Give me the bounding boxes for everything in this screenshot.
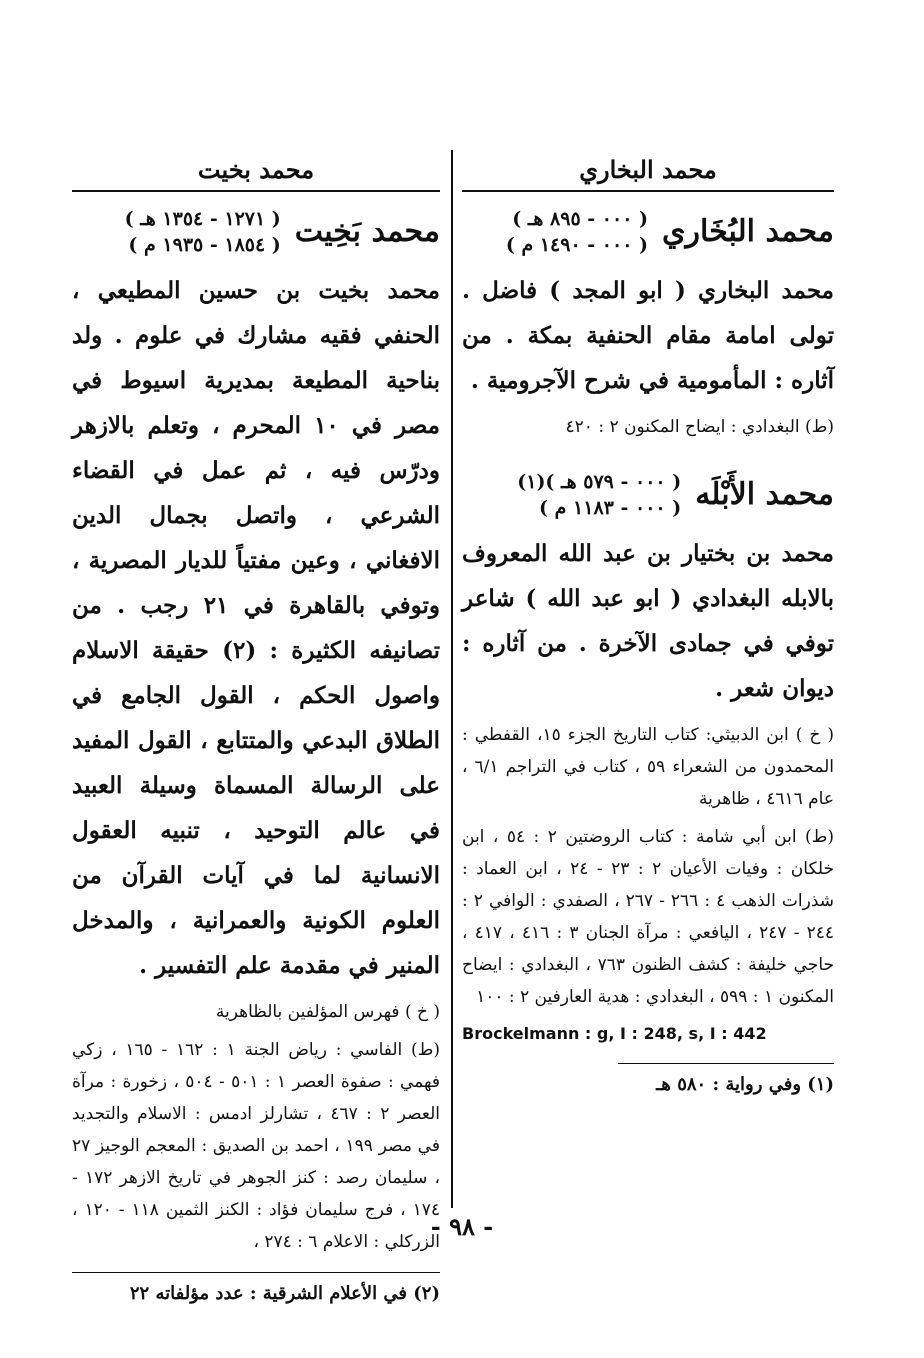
entry-name: محمد البُخَاري xyxy=(662,214,834,249)
footnote-rule xyxy=(72,1272,440,1273)
dates-hijri: ( ١٢٧١ - ١٣٥٤ هـ ) xyxy=(124,208,281,230)
footnote-rule xyxy=(618,1063,834,1064)
dates-gregorian: ( ١٨٥٤ - ١٩٣٥ م ) xyxy=(128,234,281,256)
entry-biography: محمد بن بختيار بن عبد الله المعروف بالابله البغدادي ( ابو عبد الله ) شاعر توفي في جمادى الآخرة . من آثاره : ديوان شعر . xyxy=(462,540,834,702)
entry-printed-sources: (ط) الفاسي : رياض الجنة ١ : ١٦٢ - ١٦٥ ، زكي فهمي : صفوة العصر ١ : ٥٠١ - ٥٠٤ ، زخورة : مرآة العصر ٢ : ٤٦٧ ، تشارلز ادمس : الاسلام والتجديد في مصر ١٩٩ ، احمد بن الصديق : المعجم الوجيز ٢٧ ، سليمان رصد : كنز الجوهر في تاريخ الازهر ١٧٢ - ١٧٤ ، فرج سليمان فؤاد : الكنز الثمين ١١٨ - ١٢٠ ، الزركلي : الاعلام ٦ : ٢٧٤ ، xyxy=(72,1040,440,1252)
right-column xyxy=(462,150,834,1100)
footnote: (١) وفي رواية : ٥٨٠ هـ xyxy=(656,1074,834,1095)
entry-biography: محمد بخيت بن حسين المطيعي ، الحنفي فقيه مشارك في علوم . ولد بناحية المطيعة بمديرية اسيوط في مصر في ١٠ المحرم ، وتعلم بالازهر ودرّس فيه ، ثم عمل في القضاء الشرعي ، واتصل بجمال الدين الافغاني ، وعين مفتياً للديار المصرية ، وتوفي بالقاهرة في ٢١ رجب . من تصانيفه الكثيرة : (٢) حقيقة الاسلام واصول الحكم ، القول الجامع في الطلاق البدعي والمتتابع ، القول المفيد على الرسالة المسماة وسيلة العبيد في عالم التوحيد ، تنبيه العقول الانسانية لما في آيات القرآن من العلوم الكونية والعمرانية ، والمدخل المنير في مقدمة علم التفسير . xyxy=(72,277,440,979)
entry-name: محمد بَخِيت xyxy=(294,214,440,249)
entry-heading xyxy=(72,206,440,258)
entry-heading xyxy=(462,469,834,521)
dates-gregorian: ( ٠٠٠ - ١٤٩٠ م ) xyxy=(505,234,649,256)
entry-manuscript-sources: ( خ ) ابن الدبيثي: كتاب التاريخ الجزء ١٥، القفطي : المحمدون من الشعراء ٥٩ ، كتاب في التراجم ٦/١ ، عام ٤٦١٦ ، ظاهرية xyxy=(462,725,835,809)
entry-biography: محمد البخاري ( ابو المجد ) فاضل . تولى امامة مقام الحنفية بمكة . من آثاره : المأمومية في شرح الآجرومية . xyxy=(462,277,834,394)
entry-printed-sources: (ط) ابن أبي شامة : كتاب الروضتين ٢ : ٥٤ ، ابن خلكان : وفيات الأعيان ٢ : ٢٣ - ٢٤ ، ابن العماد : شذرات الذهب ٤ : ٢٦٦ - ٢٦٧ ، الصفدي : الوافي ٢ : ٢٤٤ - ٢٤٧ ، اليافعي : مرآة الجنان ٣ : ٤١٦ ، ٤١٧ ، حاجي خليفة : كشف الظنون ٧٦٣ ، البغدادي : ايضاح المكنون ١ : ٥٩٩ ، البغدادي : هدية العارفين ٢ : ١٠٠ xyxy=(462,827,835,1007)
footnote: (٢) في الأعلام الشرقية : عدد مؤلفاته ٢٢ xyxy=(129,1283,440,1304)
left-column xyxy=(72,150,440,1309)
running-head-right: محمد البخاري xyxy=(462,150,834,192)
dates-gregorian: ( ٠٠٠ - ١١٨٣ م ) xyxy=(539,497,682,519)
running-head-left: محمد بخيت xyxy=(72,150,440,192)
dates-hijri: ( ٠٠٠ - ٥٧٩ هـ )(١) xyxy=(517,471,682,493)
dates-hijri: ( ٠٠٠ - ٨٩٥ هـ ) xyxy=(512,208,649,230)
entry-dates xyxy=(506,206,648,258)
entry-heading xyxy=(462,206,834,258)
entry-dates xyxy=(125,206,281,258)
latin-reference: Brockelmann : g, I : 248, s, I : 442 xyxy=(462,1024,767,1043)
entry-dates xyxy=(517,469,681,521)
page-number: - ٩٨ - xyxy=(430,1212,494,1241)
entry-manuscript-sources: ( خ ) فهرس المؤلفين بالظاهرية xyxy=(215,1002,440,1022)
entry-name: محمد الأَبْلَه xyxy=(695,477,834,512)
column-divider xyxy=(451,150,453,1208)
entry-sources: (ط) البغدادي : ايضاح المكنون ٢ : ٤٢٠ xyxy=(565,417,834,437)
